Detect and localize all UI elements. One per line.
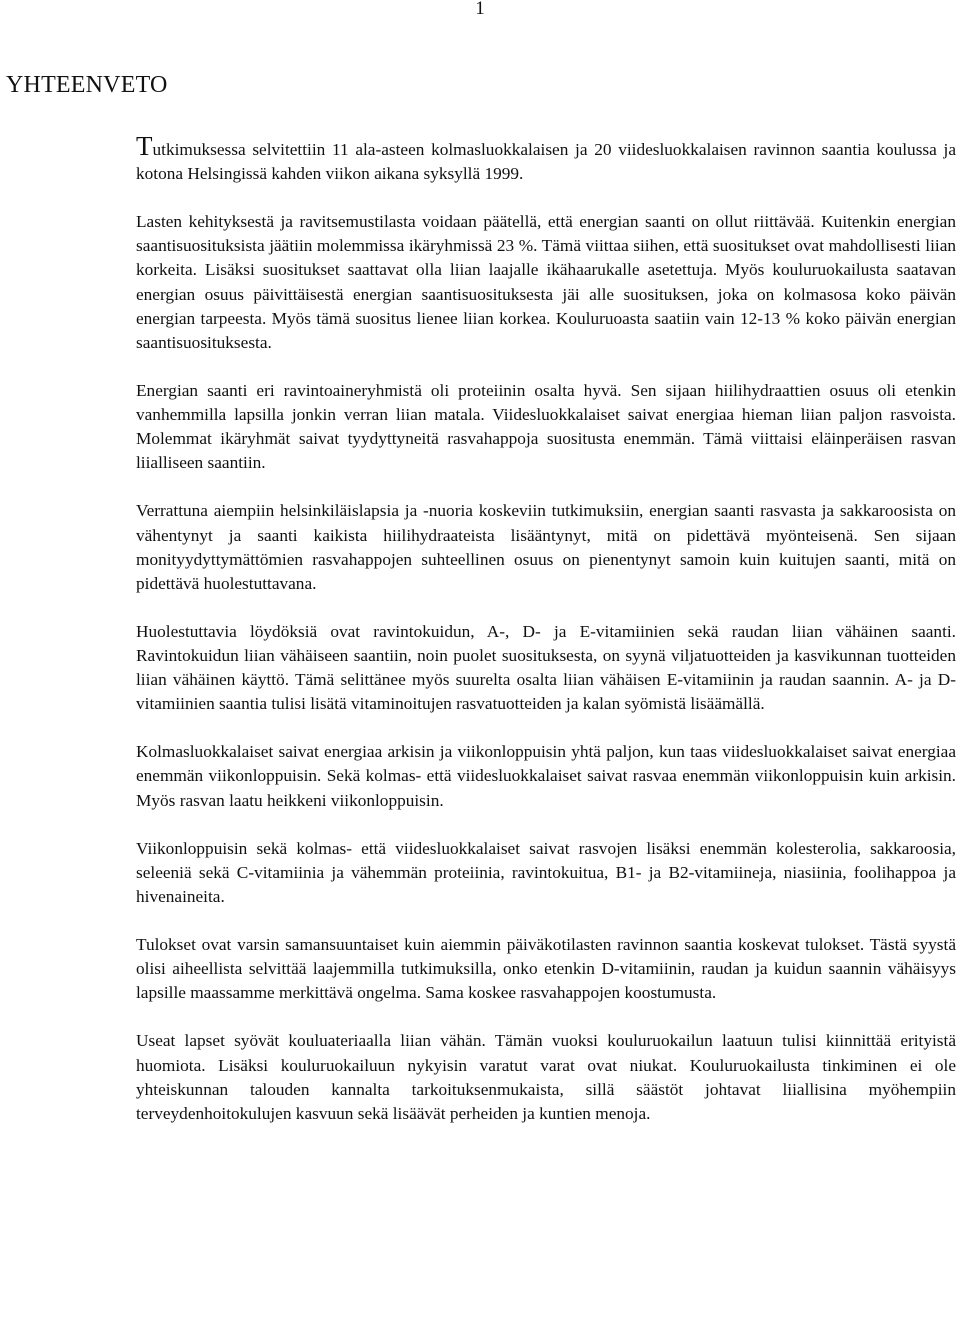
paragraph-energy-intake: Lasten kehityksestä ja ravitsemustilasta voidaan päätellä, että energian saanti on ollut riittävää. Kuitenkin energian saantisuosituksista jäätiin molemmissa ikäryhmissä 23 %. Tämä viittaa siihen, että suositukset ovat mahdollisesti liian korkeita. Lisäksi suositukset saattavat olla liian laajalle ikähaarukalle asetettuja. Myös kouluruokailusta saatavan energian osuus päivittäisestä energian saantisuosituksesta jäi alle suosituksen, joka on kolmasosa koko päivän energian tarpeesta. Myös tämä suositus lienee liian korkea. Kouluruoasta saatiin vain 12-13 % koko päivän energian saantisuosituksesta. — [136, 212, 956, 352]
summary-body — [136, 131, 956, 1126]
paragraph-school-meals: Useat lapset syövät kouluateriaalla liian vähän. Tämän vuoksi kouluruokailun laatuun tulisi kiinnittää erityistä huomiota. Lisäksi kouluruokailuun nykyisin varatut varat ovat niukat. Kouluruokailusta tinkiminen ei ole yhteiskunnan talouden kannalta tarkoituksenmukaista, sillä säästöt johtavat liiallisina myöhempiin terveydenhoitokulujen kasvuun sekä lisäävät perheiden ja kuntien menoja. — [136, 1031, 956, 1123]
paragraph-weekday-weekend: Kolmasluokkalaiset saivat energiaa arkisin ja viikonloppuisin yhtä paljon, kun taas viidesluokkalaiset saivat energiaa enemmän viikonloppuisin. Sekä kolmas- että viidesluokkalaiset saivat rasvaa enemmän viikonloppuisin kuin arkisin. Myös rasvan laatu heikkeni viikonloppuisin. — [136, 742, 956, 810]
paragraph-conclusions: Tulokset ovat varsin samansuuntaiset kuin aiemmin päiväkotilasten ravinnon saantia koskevat tulokset. Tästä syystä olisi aiheellista selvittää laajemmilla tutkimuksilla, onko etenkin D-vitamiinin, raudan ja kuidun saannin vähäisyys lapsille maassamme merkittävä ongelma. Sama koskee rasvahappojen koostumusta. — [136, 935, 956, 1003]
intro-paragraph — [136, 131, 956, 186]
page-number: 1 — [475, 0, 485, 19]
paragraph-weekend-nutrients: Viikonloppuisin sekä kolmas- että viidesluokkalaiset saivat rasvojen lisäksi enemmän kolesterolia, sakkaroosia, seleeniä sekä C-vitamiinia ja vähemmän proteiinia, ravintokuitua, B1- ja B2-vitamiineja, niasiinia, foolihappoa ja hivenaineita. — [136, 838, 956, 906]
paragraph-concerning-findings: Huolestuttavia löydöksiä ovat ravintokuidun, A-, D- ja E-vitamiinien sekä raudan liian vähäinen saanti. Ravintokuidun liian vähäiseen saantiin, noin puolet suosituksesta, on syynä viljatuotteiden ja kasvikunnan tuotteiden liian vähäinen käyttö. Tämä selittänee myös suurelta osalta liian vähäisen E-vitamiinin ja raudan saannin. A- ja D-vitamiinien saantia tulisi lisätä vitaminoitujen rasvatuotteiden ja kalan syömistä lisäämällä. — [136, 621, 956, 714]
page-title: YHTEENVETO — [6, 72, 168, 98]
paragraph-comparison: Verrattuna aiempiin helsinkiläislapsia ja -nuoria koskeviin tutkimuksiin, energian saanti rasvasta ja sakkaroosista on vähentynyt ja saanti kaikista hiilihydraateista lisääntynyt, mitä on pidettävä myönteisenä. Sen sijaan monityydyttymättömien rasvahappojen suhteellinen osuus on pienentynyt samoin kuin kuitujen saanti, mitä on pidettävä huolestuttavana. — [136, 501, 956, 593]
paragraph-nutrient-groups: Energian saanti eri ravintoaineryhmistä oli proteiinin osalta hyvä. Sen sijaan hiilihydraattien osuus oli etenkin vanhemmilla lapsilla jonkin verran liian matala. Viidesluokkalaiset saivat energiaa hieman liian paljon rasvoista. Molemmat ikäryhmät saivat tyydyttyneitä rasvahappoja suositusta enemmän. Tämä viittaisi eläinperäisen rasvan liialliseen saantiin. — [136, 380, 956, 473]
intro-text: utkimuksessa selvitettiin 11 ala-asteen kolmasluokkalaisen ja 20 viidesluokkalaisen ravinnon saantia koulussa ja kotona Helsingissä kahden viikon aikana syksyllä 1999. — [136, 140, 956, 184]
intro-initial-letter: T — [136, 131, 153, 161]
